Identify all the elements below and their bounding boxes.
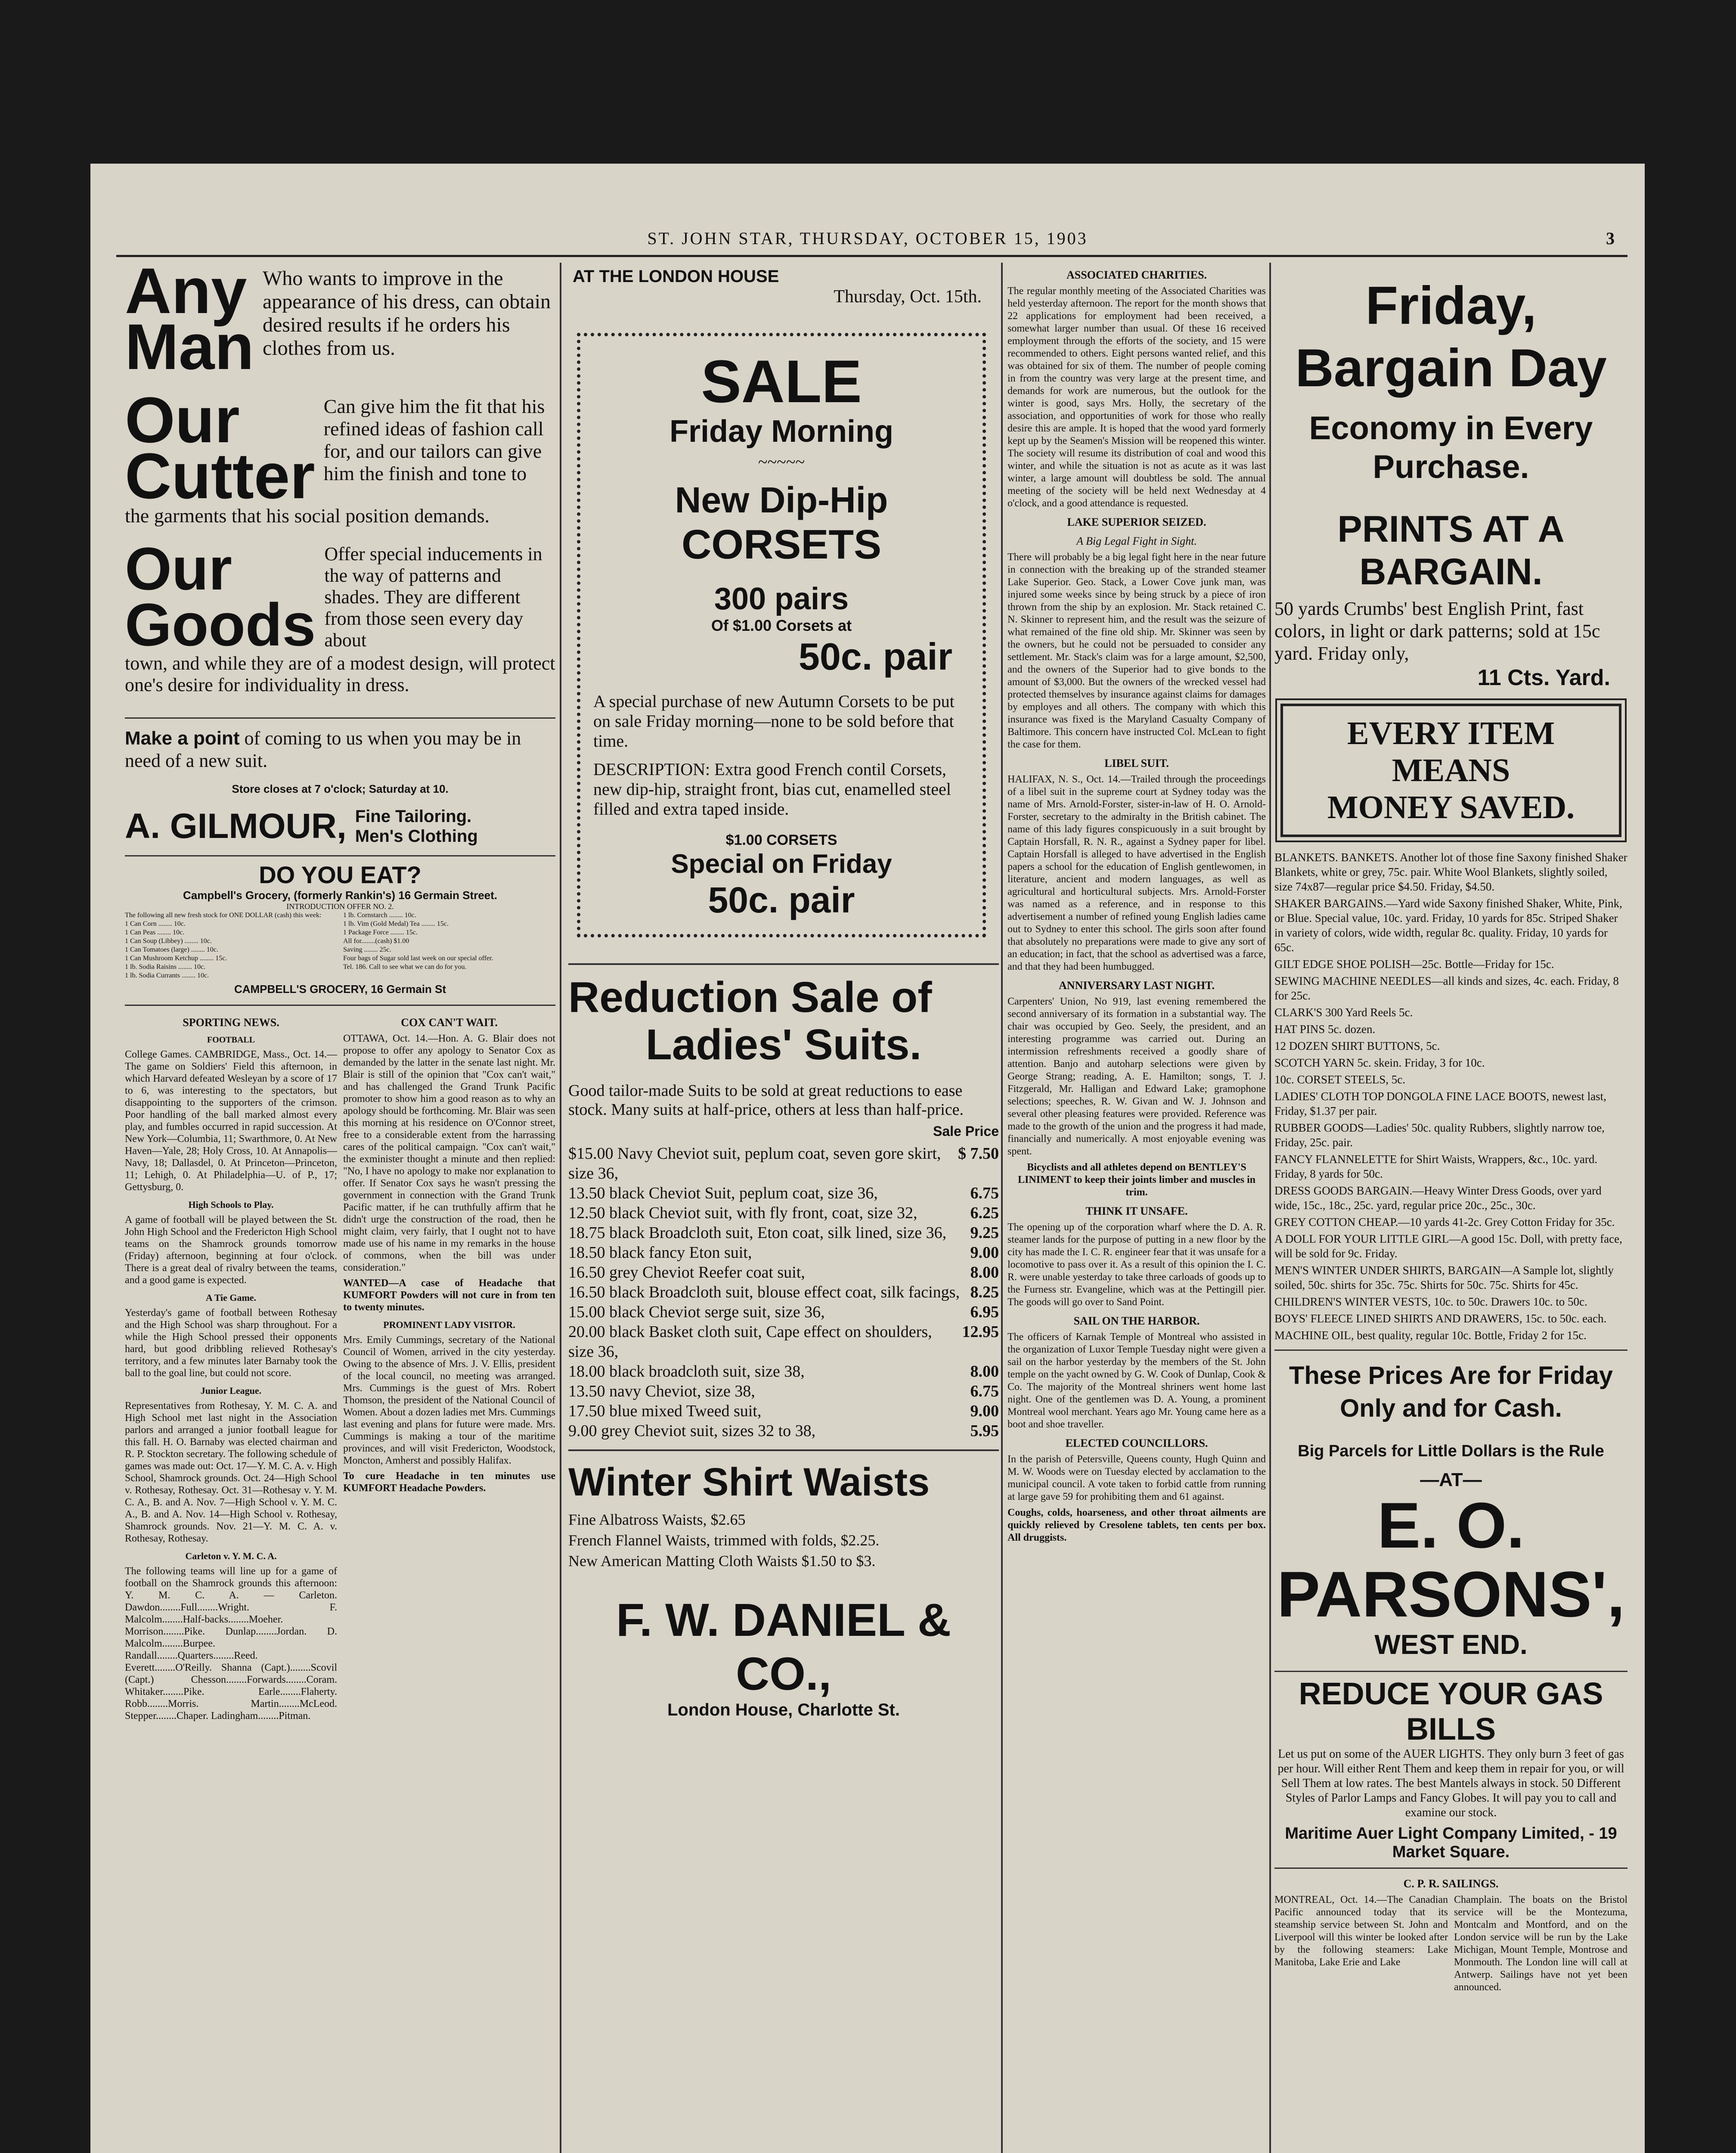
suit-price: 6.75 [970,1382,999,1400]
suit-row [568,1243,999,1263]
sporting-sub: FOOTBALL [207,1035,255,1045]
waist-item: French Flannel Waists, trimmed with folds, $2.25. [568,1532,880,1549]
bargain-item: SEWING MACHINE NEEDLES—all kinds and sizes, 4c. each. Friday, 8 for 25c. [1274,974,1619,1002]
our-cutter-text: Can give him the fit that his refined ideas of fashion call for, and our tailors can give him the finish and tone to [323,395,545,484]
gilmour-name: A. GILMOUR, [125,807,347,846]
big-parcels: Big Parcels for Little Dollars is the Rule [1298,1442,1604,1460]
prints-head: PRINTS AT A BARGAIN. [1337,509,1565,593]
suit-row [568,1421,999,1441]
suit-price: 5.95 [970,1422,999,1440]
bargain-item: GILT EDGE SHOE POLISH—25c. Bottle—Friday for 15c. [1274,958,1554,971]
prints-text: 50 yards Crumbs' best English Print, fast colors, in light or dark patterns; sold at 15c yard. Friday only, [1274,598,1600,664]
column-divider [560,263,561,2153]
anniversary-text: Carpenters' Union, No 919, last evening remembered the second anniversary of its formation in a substantial way. The chair was occupied by Geo. Seely, the president, and an interesting programme was carried out. During an intermission refreshments received a goodly share of attention. Banjo and autoharp selections were given by George Strang; reading, A. E. Hamilton; songs, T. J. Fitzgerald, Mr. Halligan and Edward Lake; gramophone selections; speeches, R. W. Givan and W. J. Johnson and several other pleasing features were provided. Reference was made to the growth of the union and the progress it had made, financially and numerically. A most enjoyable evening was spent. [1008,996,1266,1157]
suit-price: 6.95 [970,1303,999,1321]
our-cutter-head: Our [125,384,240,456]
sporting-title: SPORTING NEWS. [183,1016,279,1029]
daniel-address: London House, Charlotte St. [667,1700,900,1719]
every-item-line: MEANS [1392,752,1510,788]
our-cutter-head: Cutter [125,440,315,512]
auer-company: Maritime Auer Light Company Limited, - 19 Market Square. [1285,1824,1617,1861]
shirt-waists-title: Winter Shirt Waists [568,1460,930,1504]
grocery-item: Tel. 186. Call to see what we can do for you. [343,963,467,971]
at-label: —AT— [1420,1469,1482,1490]
sale-head: SALE [701,347,862,415]
waist-item: Fine Albatross Waists, $2.65 [568,1511,746,1528]
suit-list [568,1144,999,1441]
bargain-item: BLANKETS. BANKETS. Another lot of those fine Saxony finished Shaker Blankets, white or grey, 75c. pair. White Wool Blankets, slightly soiled, size 74x87—regular price $4.50. Friday, $4.50. [1274,851,1628,893]
cox-wanted: WANTED—A case of Headache that KUMFORT Powders will not cure in from ten to twenty minutes. [343,1278,555,1313]
charities-text: The regular monthly meeting of the Associated Charities was held yesterday afternoon. The report for the month shows that 22 applications for employment had been received, a somewhat larger number than usual. Of these 16 received employment through the efforts of the society, and 15 were recommended to others. Eight persons wanted relief, and this was obtained for six of them. The number of people coming in from the country was very large at the present time, and demands for work are numerous, but the outlook for the winter is good, says Mrs. Holly, the secretary of the association, and opportunities of work for those who really desire this are ample. It is hoped that the wood yard formerly kept up by the Seamen's Mission will be reopened this winter. The society will resume its distribution of coal and wood this winter, and while the situation is not as acute as it was last winter, a large amount will doubtless be sold. The annual meeting of the society will be held next Wednesday at 4 o'clock, and a good attendance is requested. [1008,285,1266,509]
gas-text: Let us put on some of the AUER LIGHTS. They only burn 3 feet of gas per hour. Will either Rent Them and keep them in repair for you, or will Sell Them at low rates. The best Mantels always in stock. 50 Different Styles of Parlor Lamps and Fancy Globes. It will pay you to call and examine our stock. [1277,1747,1624,1819]
any-man-ad [125,263,555,383]
bargain-item: SHAKER BARGAINS.—Yard wide Saxony finished Shaker, White, Pink, or Blue. Special value, 10c. yard. Friday, 10 yards for 85c. Striped Shaker in variety of colors, wide width, regular 8c. quality. Friday, 10 yards for 65c. [1274,897,1622,954]
charities-title: ASSOCIATED CHARITIES. [1066,269,1207,281]
gilmour-line: Men's Clothing [355,827,478,846]
london-house-head: AT THE LONDON HOUSE [573,267,779,286]
grocery-item: 1 lb. Sodia Currants ........ 10c. [125,972,209,979]
suit-price: 9.00 [970,1244,999,1262]
our-cutter-tail: the garments that his social position demands. [125,505,490,527]
lake-title: LAKE SUPERIOR SEIZED. [1067,516,1206,528]
bargain-item: SCOTCH YARN 5c. skein. Friday, 3 for 10c. [1274,1056,1485,1069]
waist-item: New American Matting Cloth Waists $1.50 to $3. [568,1552,876,1570]
of-corsets: Of $1.00 Corsets at [711,617,852,634]
bargain-item: DRESS GOODS BARGAIN.—Heavy Winter Dress Goods, over yard wide, 15c., 18c., 25c. yard, regular price 20c., 25c., 30c. [1274,1184,1602,1212]
suit-price: 6.25 [970,1204,999,1222]
councillors-title: ELECTED COUNCILLORS. [1065,1437,1208,1449]
any-man-text: Who wants to improve in the appearance of his dress, can obtain desired results if he orders his clothes from us. [263,267,551,360]
every-item-line: MONEY SAVED. [1327,789,1575,825]
grocery-item: 1 lb. Cornstarch ........ 10c. [343,912,416,919]
harbor-title: SAIL ON THE HARBOR. [1073,1315,1200,1327]
do-you-eat-intro: INTRODUCTION OFFER NO. 2. [286,902,394,911]
do-you-eat-subtitle: Campbell's Grocery, (formerly Rankin's) 16 Germain Street. [183,889,498,902]
column-divider [1001,263,1003,2153]
lady-visitor-text: Mrs. Emily Cummings, secretary of the National Council of Women, arrived in the city yesterday. Owing to the absence of Mrs. J. V. Ellis, president of the local council, no meeting was arranged. Mrs. Cummings is the guest of Mrs. Robert Thomson, the president of the National Council of Women. About a dozen ladies met Mrs. Cummings last evening and plans for future were made. Mrs. Cummings is making a tour of the maritime provinces, and will visit Fredericton, Woodstock, Moncton, Amherst and possibly Halifax. [343,1334,555,1466]
economy-head: Economy in Every Purchase. [1309,410,1593,485]
sporting-p1: College Games. CAMBRIDGE, Mass., Oct. 14.—The game on Soldiers' Field this afternoon, in which Harvard defeated Wesleyan by a score of 17 to 6, was interesting to the spectators, but disappointing to the supporters of the crimson. Poor handling of the ball marked almost every play, and fumbles occurred in rapid succession. At New York—Columbia, 11; Swarthmore, 0. At New Haven—Yale, 28; Holy Cross, 10. At Annapolis—Navy, 18; Dallasdel, 0. At Princeton—Princeton, 11; Lehigh, 0. At Philadelphia—U. of P., 17; Gettysburg, 0. [125,1049,337,1193]
anniversary-title: ANNIVERSARY LAST NIGHT. [1059,979,1215,992]
suit-row [568,1401,999,1421]
sporting-news [125,1010,337,1722]
sporting-p2: A game of football will be played between the St. John High School and the Fredericton High School teams on the Shamrock grounds tomorrow (Friday) afternoon, beginning at four o'clock. There is a great deal of rivalry between the teams, and a good game is expected. [125,1214,337,1286]
grocery-item: 1 Can Soup (Libbey) ........ 10c. [125,937,212,945]
bargain-item: RUBBER GOODS—Ladies' 50c. quality Rubbers, slightly narrow toe, Friday, 25c. pair. [1274,1121,1605,1149]
suit-row [568,1282,999,1302]
newspaper-page [90,164,1645,2153]
c100: $1.00 CORSETS [725,832,837,848]
column-divider [1269,263,1271,2153]
grocery-item: 1 Can Corn ........ 10c. [125,920,186,928]
suit-price: 8.25 [970,1283,999,1301]
our-goods-text: Offer special inducements in the way of patterns and shades. They are different from those seen every day about [324,543,542,651]
bargain-day-head: Bargain Day [1295,338,1607,398]
grocery-lists [125,911,555,980]
every-item-box [1280,704,1621,837]
sporting-h4: Junior League. [200,1385,262,1396]
sporting-h2: High Schools to Play. [188,1199,274,1210]
suit-desc: 9.00 grey Cheviot suit, sizes 32 to 38, [568,1422,816,1440]
suit-desc: 16.50 grey Cheviot Reefer coat suit, [568,1263,805,1281]
our-goods-head: Goods [125,591,316,658]
bargain-item: LADIES' CLOTH TOP DONGOLA FINE LACE BOOTS, newest last, Friday, $1.37 per pair. [1274,1090,1606,1117]
suit-desc: 12.50 black Cheviot suit, with fly front, coat, size 32, [568,1204,918,1222]
gas-title: REDUCE YOUR GAS BILLS [1299,1677,1603,1747]
grocery-item: 1 lb. Sodia Raisins ........ 10c. [125,963,206,971]
make-point-lead: Make a point [125,728,240,749]
column-1 [125,263,555,2153]
any-man-head: Any [125,263,247,327]
bargain-item: 10c. CORSET STEELS, 5c. [1274,1073,1406,1086]
suit-price: 9.25 [970,1224,999,1242]
our-goods-tail: town, and while they are of a modest design, will protect one's desire for individuality in dress. [125,653,555,695]
pairs: 300 pairs [714,582,849,616]
do-you-eat-footer: CAMPBELL'S GROCERY, 16 Germain St [234,983,446,996]
grocery-item: All for........(cash) $1.00 [343,937,409,945]
sporting-p3: Yesterday's game of football between Rothesay and the High School was sharp throughout. For a while the High School pressed their opponents hard, but good dribbling relieved Rothesay's territory, and a few minutes later Barnaby took the ball to the goal line, but could not score. [125,1307,337,1379]
description-text: DESCRIPTION: Extra good French contil Corsets, new dip-hip, straight front, bias cut, enamelled steel filled and extra taped inside. [593,760,951,819]
store-hours: Store closes at 7 o'clock; Saturday at 10. [232,782,449,795]
bargain-item: CLARK'S 300 Yard Reels 5c. [1274,1006,1413,1019]
libel-text: HALIFAX, N. S., Oct. 14.—Trailed through the proceedings of a libel suit in the supreme court at Sydney today was the name of Mrs. Arnold-Forster, sister-in-law of H. O. Arnold-Forster, secretary to the admiralty in the British cabinet. The name of this lady figures conspicuously in a suit brought by Captain Horsfall, R. N. R., against a Sydney paper for libel. Captain Horsfall is alleged to have advertised in the English papers a school for the education of English gentlewomen, in literature, ancient and modern languages, as well as agricultural and horticultural subjects. Mrs. Arnold-Forster was named as a reference, and in response to this advertisement a number of refined young English ladies came out to Sydney to enter this school. The girls soon after found that absolutely no preparations were made to give any sort of an education; in fact, that the school as advertised was a farce, and that they had been humbugged. [1008,774,1266,972]
page-number: 3 [1606,229,1615,248]
make-point-rest: of coming to us when you may be in need of a new suit. [125,728,521,771]
grocery-item: 1 Package Force ........ 15c. [343,929,418,936]
column-4 [1274,263,1628,2153]
bargain-item: 12 DOZEN SHIRT BUTTONS, 5c. [1274,1039,1440,1052]
cpr-right: Champlain. The boats on the Bristol service will be the Montezuma, Montcalm and Montford, and on the London service will be run by the Lake Michigan, Mount Temple, Montrose and Monmouth. The London line will call at Antwerp. Sailings have not yet been announced. [1454,1894,1628,1993]
these-prices: These Prices Are for Friday Only and for Cash. [1289,1362,1613,1422]
west-end: WEST END. [1374,1629,1528,1660]
libel-title: LIBEL SUIT. [1104,757,1169,769]
councillors-text: In the parish of Petersville, Queens county, Hugh Quinn and M. W. Woods were on Tuesday elected by acclamation to the municipal council. A vote taken to forbid cattle from running at large gave 59 for prohibiting them and 61 against. [1008,1454,1266,1502]
suit-price: $ 7.50 [958,1145,999,1163]
sporting-p4: Representatives from Rothesay, Y. M. C. A. and High School met last night in the Association parlors and arranged a junior football league for this fall. H. O. Barnaby was elected chairman and R. P. Stockton secretary. The following schedule of games was made out: Oct. 17—Y. M. C. A. v. High School, Shamrock grounds. Oct. 24—High School v. Rothesay, Rothesay. Oct. 31—Rothesay v. Y. M. C. A., B. and A. Nov. 7—High School v. Y. M. C. A., B. and A. Nov. 14—High School v. Rothesay, Shamrock grounds. Nov. 21—Y. M. C. A. v. Rothesay, Rothesay. [125,1400,337,1544]
masthead: ST. JOHN STAR, THURSDAY, OCTOBER 15, 1903 [647,229,1088,248]
lake-sub: A Big Legal Fight in Sight. [1076,535,1197,547]
lady-visitor-title: PROMINENT LADY VISITOR. [383,1319,515,1330]
suit-desc: $15.00 Navy Cheviot suit, peplum coat, seven gore skirt, size 36, [568,1145,941,1182]
purchase-text: A special purchase of new Autumn Corsets to be put on sale Friday morning—none to be sold before that time. [593,692,955,751]
suit-desc: 17.50 blue mixed Tweed suit, [568,1402,762,1420]
london-house-date: Thursday, Oct. 15th. [834,287,982,307]
bargain-list [1274,850,1628,1343]
ornament: ~~~~~ [758,452,805,472]
harbor-text: The officers of Karnak Temple of Montreal who assisted in the organization of Luxor Temple Tuesday night were given a sail on the harbor yesterday by the members of the St. John temple on the yacht owned by G. W. Cook of Dunlap, Cook & Co. The majority of the Montreal shriners went home last night. One of the gentlemen was D. A. Young, a prominent Montreal wool merchant. Years ago Mr. Young came here as a boot and shoe traveller. [1008,1331,1266,1430]
sporting-h5: Carleton v. Y. M. C. A. [185,1551,277,1561]
suit-price: 8.00 [970,1362,999,1381]
reduction-title: Ladies' Suits. [645,1021,922,1069]
grocery-item: 1 Can Peas ........ 10c. [125,929,185,936]
bargain-item: HAT PINS 5c. dozen. [1274,1023,1376,1036]
daniel-ad [568,1593,999,1720]
every-item-line: EVERY ITEM [1347,715,1555,751]
sale-price-2: 50c. pair [708,880,855,920]
bentley-ad: Bicyclists and all athletes depend on BENTLEY'S LINIMENT to keep their joints limber and muscles in trim. [1017,1162,1256,1198]
reduction-ad [568,963,999,1441]
bargain-item: MACHINE OIL, best quality, regular 10c. Bottle, Friday 2 for 15c. [1274,1329,1587,1342]
cox-title: COX CAN'T WAIT. [401,1016,498,1029]
parsons-name: E. O. PARSONS', [1277,1489,1625,1630]
column-3 [1008,263,1266,2153]
make-point-ad [125,717,555,847]
our-goods-ad [125,535,555,696]
daniel-name: F. W. DANIEL & CO., [616,1594,952,1700]
bargain-item: A DOLL FOR YOUR LITTLE GIRL—A good 15c. Doll, with pretty face, will be sold for 9c. Friday. [1274,1232,1622,1260]
reduction-title: Reduction Sale of [568,973,932,1021]
cpr-title: C. P. R. SAILINGS. [1403,1877,1499,1890]
do-you-eat-ad [125,855,555,996]
prints-price: 11 Cts. Yard. [1477,665,1610,690]
new-dip-hip: New Dip-Hip [675,480,888,520]
bargain-item: BOYS' FLEECE LINED SHIRTS AND DRAWERS, 15c. to 50c. each. [1274,1312,1607,1325]
grocery-item: Saving ........ 25c. [343,946,391,953]
reduction-intro: Good tailor-made Suits to be sold at great reductions to ease stock. Many suits at half-price, others at less than half-price. [568,1082,964,1119]
grocery-item: 1 lb. Vim (Gold Medal) Tea ........ 15c. [343,920,449,928]
suit-row [568,1183,999,1203]
suit-row [568,1203,999,1223]
suit-price: 8.00 [970,1263,999,1281]
suit-price: 6.75 [970,1184,999,1202]
suit-row [568,1302,999,1322]
our-goods-head: Our [125,535,232,602]
suit-row [568,1263,999,1282]
suit-row [568,1381,999,1401]
waist-list [568,1509,999,1571]
sporting-h3: A Tie Game. [205,1292,257,1303]
grocery-item: 1 Can Tomatoes (large) ........ 10c. [125,946,218,953]
parsons-ad [1274,1350,1628,1660]
friday-morning: Friday Morning [670,414,893,449]
masthead-rule [116,255,1628,257]
suit-desc: 13.50 black Cheviot Suit, peplum coat, size 36, [568,1184,878,1202]
suit-desc: 18.75 black Broadcloth suit, Eton coat, silk lined, size 36, [568,1224,947,1242]
sale-price-head: Sale Price [933,1123,999,1139]
suit-desc: 18.50 black fancy Eton suit, [568,1244,752,1262]
lake-text: There will probably be a big legal fight here in the near future in connection with the breaking up of the stranded steamer Lake Superior. Geo. Stack, a Lower Cove junk man, was injured some weeks since by being struck by a piece of iron thrown from the ship by an explosion. Mr. Stack retained C. N. Skinner to represent him, and the result was the seizure of what remained of the fine old ship. Mr. Skinner was seen by the owners, but he could not be persuaded to consider any settlement. Mr. Stack's claim was for a large amount, $2,500, and the owners of the Superior had to give bonds to the amount of $3,000. But the owners of the wrecked vessel had protected themselves by insurance against claims for damages by employes and all others. The company with which this insurance was fixed is the Maryland Casualty Company of Baltimore. This concern have instructed Col. McLean to fight the case for them. [1008,552,1266,750]
grocery-item: Four bags of Sugar sold last week on our special offer. [343,955,493,962]
kumfort-ad: To cure Headache in ten minutes use KUMFORT Headache Powders. [343,1470,555,1494]
any-man-head: Man [125,310,254,383]
gilmour-line: Fine Tailoring. [355,807,472,826]
news-columns [125,1005,555,1722]
cpr-article [1274,1868,1628,1994]
bargain-item: GREY COTTON CHEAP.—10 yards 41-2c. Grey Cotton Friday for 35c. [1274,1216,1615,1229]
friday-head: Friday, [1365,276,1537,335]
column-2 [568,263,999,2153]
cox-p1: OTTAWA, Oct. 14.—Hon. A. G. Blair does not propose to offer any apology to Senator Cox as demanded by the latter in the senate last night. Mr. Blair is still of the opinion that "Cox can't wait," and has challenged the Grand Trunk Pacific promoter to show him a good reason as to why an apology should be forthcoming. Mr. Blair was seen this morning at his residence on O'Connor street, free to a considerable extent from the harrassing cares of the political campaign. "Cox can't wait," the exminister thought a minute and then replied: "No, I have no apology to make nor explanation to offer. If Senator Cox says he wasn't pressing the government in connection with the Grand Trunk Pacific matter, if he can truthfully affirm that he didn't urge the construction of the road, then he might claim, very fairly, that I ought not to have made use of his name in my remarks in the house of commons, when the bill was under consideration." [343,1033,555,1273]
special-friday: Special on Friday [671,849,892,879]
cresolene-ad: Coughs, colds, hoarseness, and other throat ailments are quickly relieved by Cresolene tablets, ten cents per box. All druggists. [1008,1507,1266,1543]
suit-row [568,1144,999,1183]
cpr-left: MONTREAL, Oct. 14.—The Canadian Pacific announced today that its steamship service between St. John and Liverpool will this winter be looked after by the following steamers: Lake Manitoba, Lake Erie and Lake [1274,1894,1448,1968]
bargain-item: FANCY FLANNELETTE for Shirt Waists, Wrappers, &c., 10c. yard. Friday, 8 yards for 50c. [1274,1153,1598,1180]
unsafe-text: The opening up of the corporation wharf where the D. A. R. steamer lands for the purpose of putting in a new floor by the city has made the I. C. R. engineer fear that it was unsafe for a locomotive to pass over it. As a result of this opinion the I. C. R. were unable yesterday to take three carloads of goods up to the Furness str. Evangeline, which was at the Pettingill pier. The goods will go over to Sand Point. [1008,1222,1266,1308]
sporting-p5: The following teams will line up for a game of football on the Shamrock grounds this afternoon: Y. M. C. A. — Carleton. Dawdon........Full........Wright. F. Malcolm........Half-backs........Moeher. Morrison........Pike. Dunlap........Jordan. D. Malcolm........Burpee. Randall........Quarters........Reed. Everett........O'Reilly. Shanna (Capt.)........Scovil (Capt.) Chesson........Forwards........Coram. Whitaker........Pike. Earle........Flaherty. Robb........Morris. Martin........McLeod. Stepper........Chaper. Ladingham........Pitman. [125,1566,337,1722]
sale-price: 50c. pair [798,635,952,678]
cox-article [343,1010,555,1722]
grocery-item: 1 Can Mushroom Ketchup ........ 15c. [125,955,227,962]
suit-desc: 20.00 black Basket cloth suit, Cape effect on shoulders, size 36, [568,1323,932,1361]
bargain-item: MEN'S WINTER UNDER SHIRTS, BARGAIN—A Sample lot, slightly soiled, 50c. shirts for 35c. 75c. Shirts for 50c. 75c. Shirts for 45c. [1274,1264,1614,1291]
suit-desc: 16.50 black Broadcloth suit, blouse effect coat, silk facings, [568,1283,960,1301]
suit-desc: 13.50 navy Cheviot, size 38, [568,1382,755,1400]
suit-row [568,1322,999,1362]
suit-row [568,1362,999,1381]
bargain-item: CHILDREN'S WINTER VESTS, 10c. to 50c. Drawers 10c. to 50c. [1274,1295,1587,1308]
unsafe-title: THINK IT UNSAFE. [1085,1205,1188,1217]
suit-price: 9.00 [970,1402,999,1420]
suit-desc: 15.00 black Cheviot serge suit, size 36, [568,1303,825,1321]
grocery-item: The following all new fresh stock for ONE DOLLAR (cash) this week: [125,912,322,919]
shirt-waists-ad [568,1449,999,1571]
suit-price: 12.95 [962,1323,999,1341]
suit-row [568,1223,999,1243]
suit-desc: 18.00 black broadcloth suit, size 38, [568,1362,805,1381]
our-cutter-ad [125,384,555,528]
do-you-eat-title: DO YOU EAT? [259,861,422,888]
corsets-head: CORSETS [681,521,882,568]
gas-ad [1274,1671,1628,1861]
corset-sale-box [577,333,986,937]
